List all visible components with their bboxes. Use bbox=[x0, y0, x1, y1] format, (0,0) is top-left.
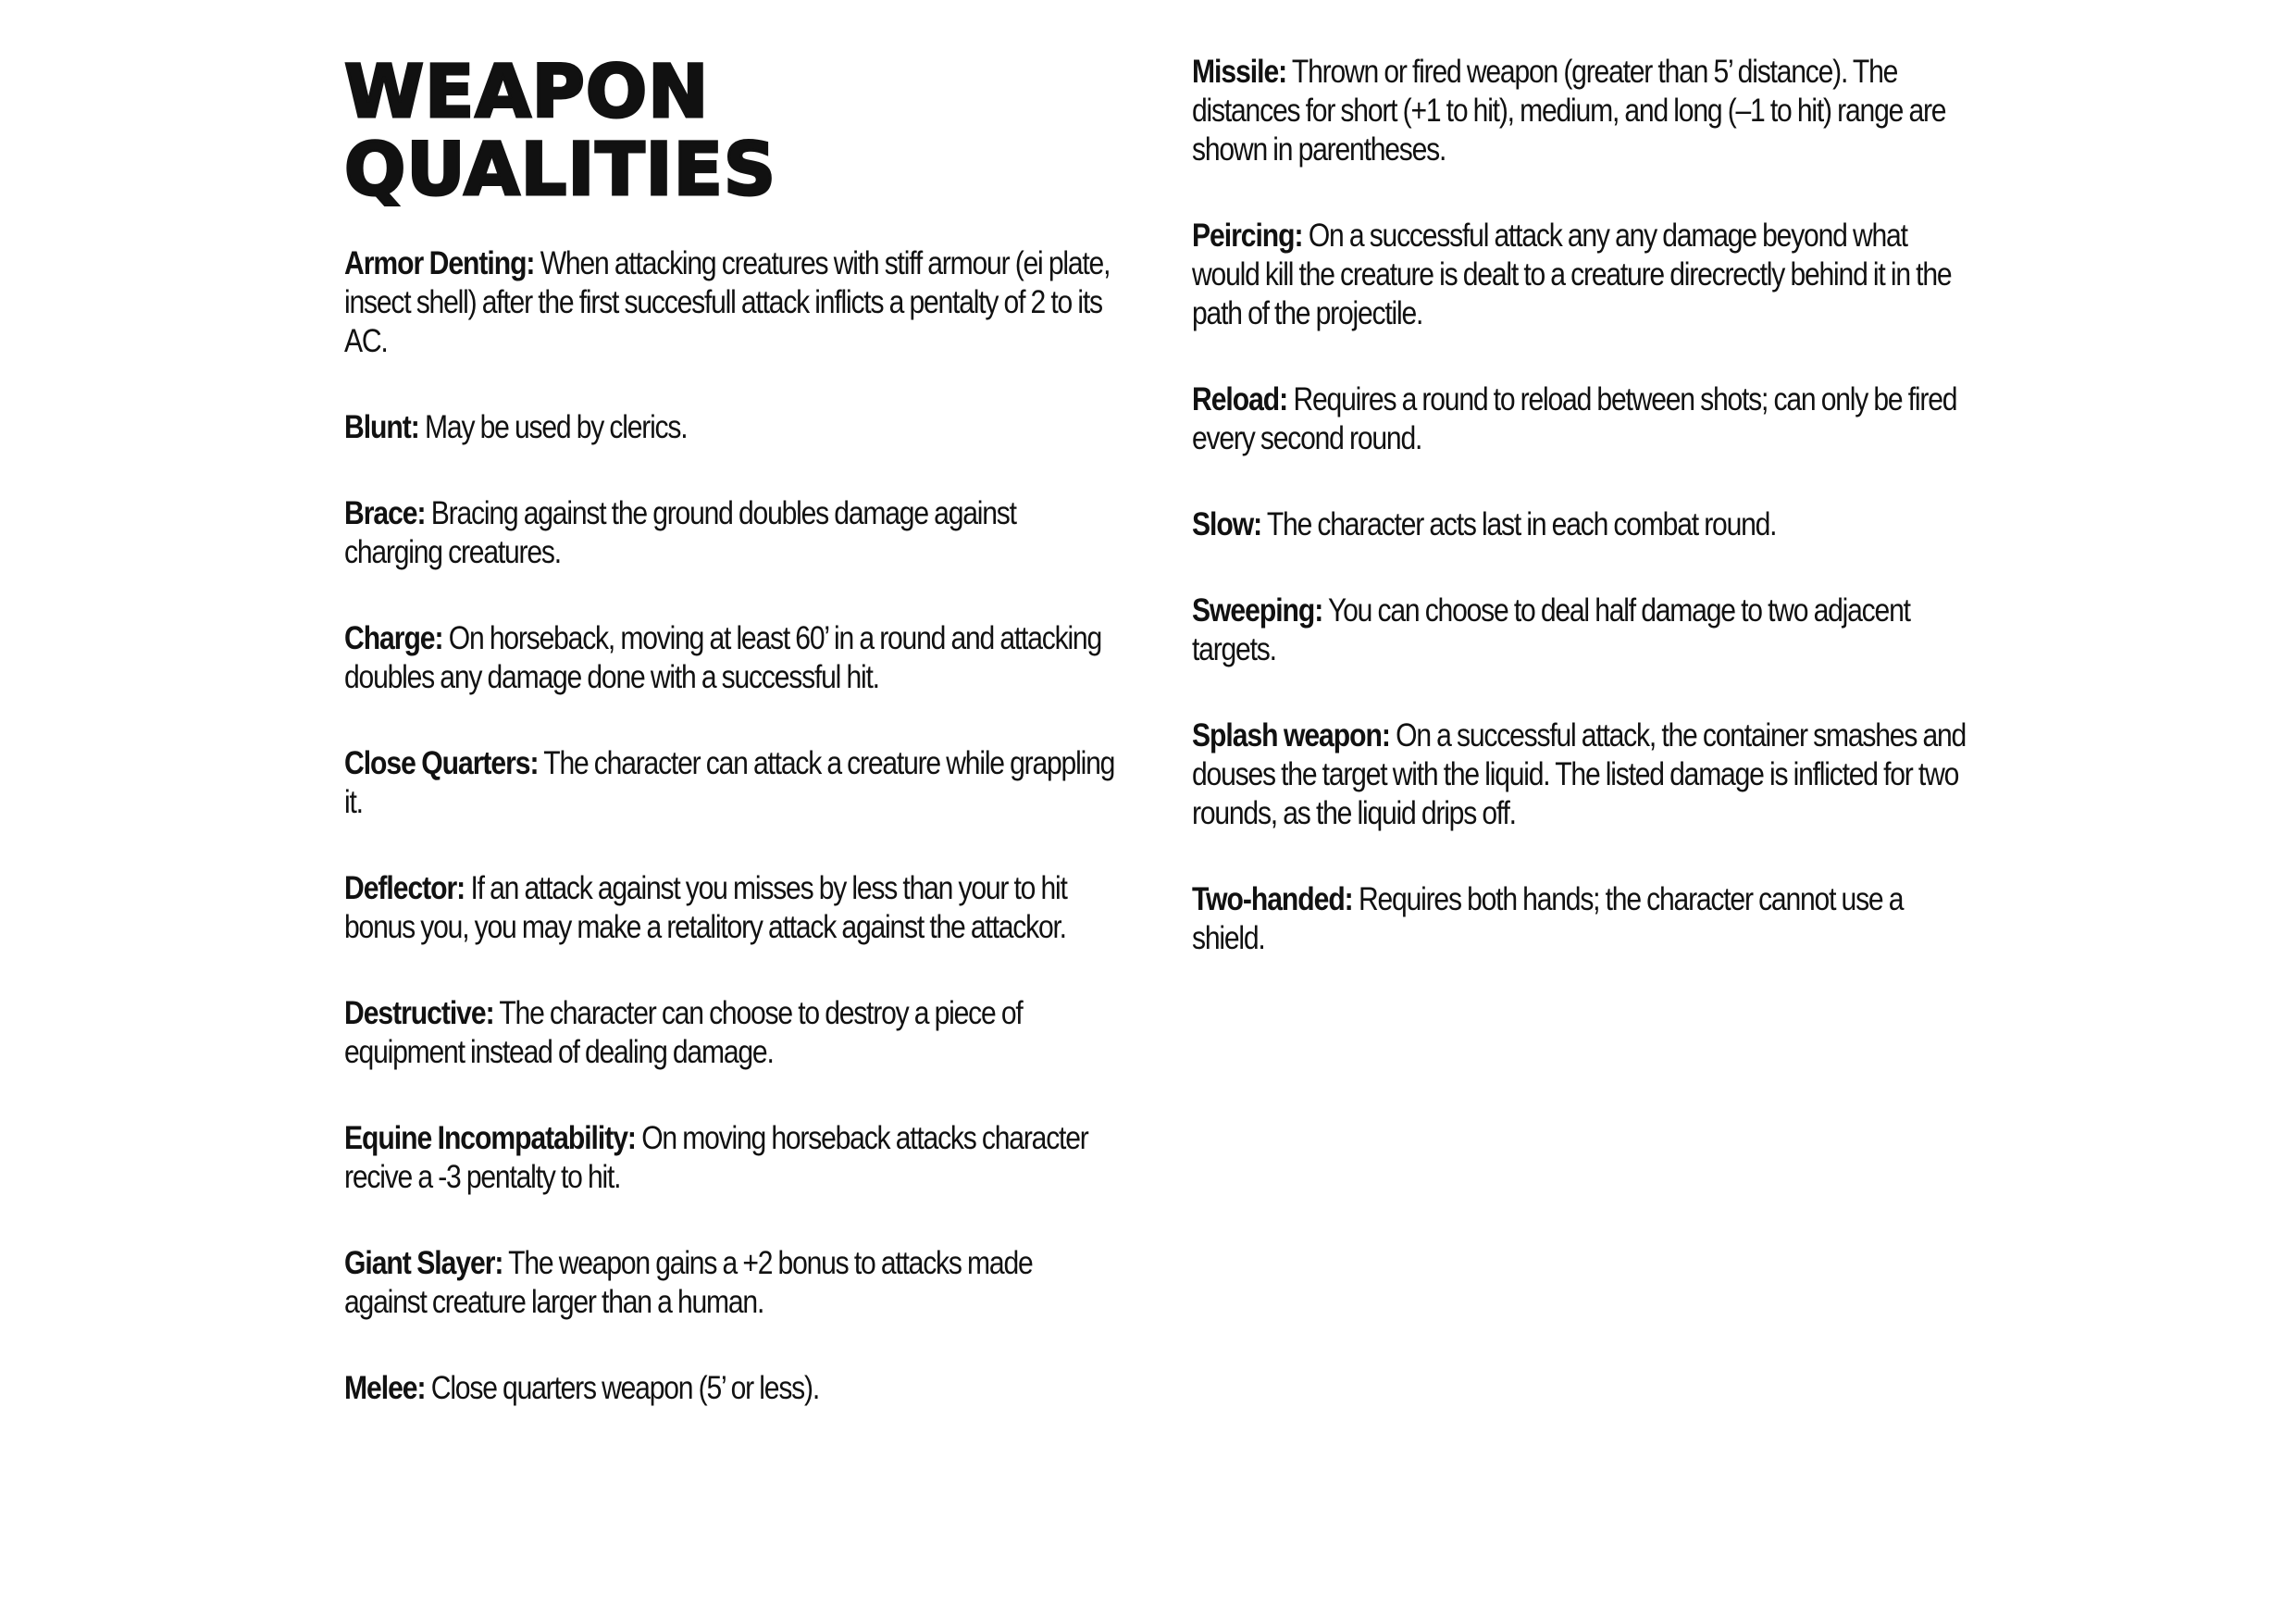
quality-term: Equine Incompatability: bbox=[344, 1120, 636, 1156]
quality-description: Close quarters weapon (5’ or less). bbox=[430, 1370, 820, 1406]
quality-description: On horseback, moving at least 60’ in a round and attacking doubles any damage done with a successful hit. bbox=[344, 620, 1102, 695]
quality-entry-slow bbox=[1192, 505, 1967, 544]
quality-term: Reload: bbox=[1192, 381, 1288, 417]
quality-term: Splash weapon: bbox=[1192, 717, 1390, 753]
quality-entry-two-handed bbox=[1192, 880, 1967, 958]
quality-term: Charge: bbox=[344, 620, 443, 656]
page-title-line-1: WEAPON bbox=[344, 51, 710, 134]
quality-entry-armor-denting bbox=[344, 244, 1114, 361]
quality-description: On moving horseback attacks character recive a -3 pentalty to hit. bbox=[344, 1120, 1088, 1195]
quality-term: Destructive: bbox=[344, 995, 494, 1031]
quality-term: Armor Denting: bbox=[344, 245, 535, 281]
quality-entry-splash-weapon bbox=[1192, 716, 1967, 833]
quality-term: Giant Slayer: bbox=[344, 1245, 503, 1281]
quality-entry-close-quarters bbox=[344, 744, 1114, 822]
page-title-line-2: QUALITIES bbox=[344, 129, 777, 212]
quality-term: Missile: bbox=[1192, 54, 1287, 90]
left-column bbox=[344, 244, 1114, 1455]
quality-term: Two-handed: bbox=[1192, 881, 1353, 917]
quality-description: If an attack against you misses by less than your to hit bonus you, you may make a retalitory attack against the attackor. bbox=[344, 870, 1067, 945]
quality-term: Blunt: bbox=[344, 409, 419, 445]
quality-entry-equine-incompatability bbox=[344, 1119, 1114, 1197]
quality-term: Peircing: bbox=[1192, 218, 1303, 254]
quality-description: Bracing against the ground doubles damage against charging creatures. bbox=[344, 495, 1016, 570]
quality-description: On a successful attack any any damage beyond what would kill the creature is dealt to a creature direcrectly behind it in the path of the projectile. bbox=[1192, 218, 1952, 331]
quality-entry-destructive bbox=[344, 994, 1114, 1072]
quality-entry-melee bbox=[344, 1369, 1114, 1408]
quality-entry-charge bbox=[344, 619, 1114, 697]
quality-term: Slow: bbox=[1192, 506, 1262, 542]
quality-term: Deflector: bbox=[344, 870, 465, 906]
quality-entry-blunt bbox=[344, 408, 1114, 447]
quality-description: Thrown or fired weapon (greater than 5’ distance). The distances for short (+1 to hit), medium, and long (–1 to hit) range are shown in parentheses. bbox=[1192, 54, 1946, 168]
quality-term: Brace: bbox=[344, 495, 426, 531]
quality-entry-brace bbox=[344, 494, 1114, 572]
quality-description: Requires both hands; the character cannot use a shield. bbox=[1192, 881, 1904, 956]
quality-description: The character acts last in each combat round. bbox=[1266, 506, 1777, 542]
right-column bbox=[1192, 53, 1967, 1005]
page-title bbox=[344, 51, 777, 212]
quality-description: When attacking creatures with stiff armour (ei plate, insect shell) after the first succesfull attack inflicts a pentalty of 2 to its AC. bbox=[344, 245, 1111, 359]
quality-description: The weapon gains a +2 bonus to attacks made against creature larger than a human. bbox=[344, 1245, 1033, 1320]
quality-entry-missile bbox=[1192, 53, 1967, 169]
quality-entry-giant-slayer bbox=[344, 1244, 1114, 1322]
quality-description: Requires a round to reload between shots; can only be fired every second round. bbox=[1192, 381, 1957, 456]
quality-description: You can choose to deal half damage to two adjacent targets. bbox=[1192, 592, 1910, 667]
quality-description: On a successful attack, the container smashes and douses the target with the liquid. The listed damage is inflicted for two rounds, as the liquid drips off. bbox=[1192, 717, 1967, 831]
quality-term: Melee: bbox=[344, 1370, 426, 1406]
quality-term: Sweeping: bbox=[1192, 592, 1323, 629]
quality-entry-reload bbox=[1192, 380, 1967, 458]
quality-entry-deflector bbox=[344, 869, 1114, 947]
quality-entry-sweeping bbox=[1192, 592, 1967, 669]
quality-description: The character can choose to destroy a piece of equipment instead of dealing damage. bbox=[344, 995, 1023, 1070]
quality-entry-peircing bbox=[1192, 217, 1967, 333]
quality-description: May be used by clerics. bbox=[425, 409, 688, 445]
quality-description: The character can attack a creature while grappling it. bbox=[344, 745, 1115, 820]
quality-term: Close Quarters: bbox=[344, 745, 539, 781]
